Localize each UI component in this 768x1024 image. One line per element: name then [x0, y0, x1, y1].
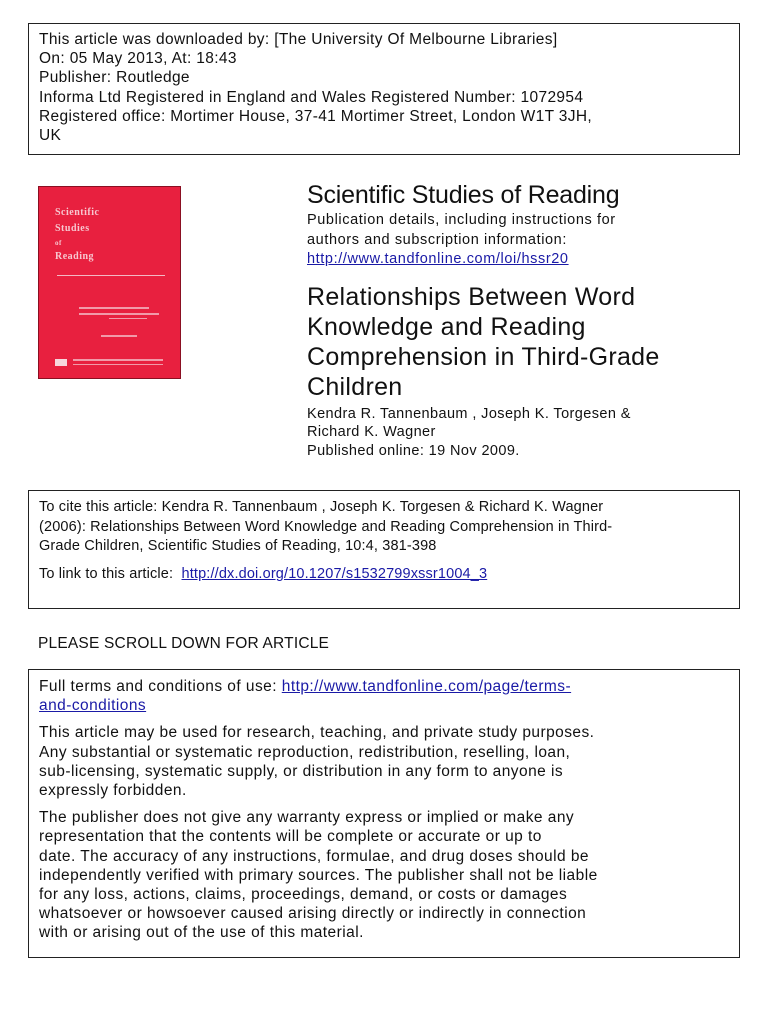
journal-info	[307, 180, 737, 460]
registered-office: Registered office: Mortimer House, 37-41 Mortimer Street, London W1T 3JH,	[39, 107, 593, 125]
download-date: On: 05 May 2013, At: 18:43	[39, 50, 237, 68]
usage-line: This article may be used for research, teaching, and private study purposes.	[39, 724, 595, 742]
article-title-line: Children	[307, 372, 403, 401]
cover-title-line: Scientific	[55, 207, 100, 218]
disclaimer-line: date. The accuracy of any instructions, formulae, and drug doses should be	[39, 847, 589, 865]
journal-description	[307, 211, 737, 270]
terms-url-link[interactable]: http://www.tandfonline.com/page/terms-	[281, 678, 572, 695]
cover-fine-print	[73, 359, 163, 361]
disclaimer-paragraph	[39, 808, 729, 942]
article-authors	[307, 405, 737, 461]
cover-fine-print	[101, 335, 137, 337]
published-date: Published online: 19 Nov 2009.	[307, 442, 520, 459]
cover-title-line: Reading	[55, 251, 95, 262]
journal-description-line: Publication details, including instructions for	[307, 212, 616, 228]
terms-box	[28, 669, 740, 958]
author-line: Richard K. Wagner	[307, 424, 436, 440]
terms-header	[39, 677, 729, 715]
download-notice-box	[28, 23, 740, 155]
terms-url-link-cont[interactable]: and-conditions	[39, 697, 147, 715]
article-title	[307, 282, 737, 402]
cover-title-line: of	[55, 239, 62, 247]
usage-line: sub-licensing, systematic supply, or distribution in any form to anyone is	[39, 762, 564, 780]
cover-title-line: Studies	[55, 223, 90, 234]
journal-description-line: authors and subscription information:	[307, 231, 567, 248]
article-title-line: Knowledge and Reading	[307, 312, 586, 341]
author-line: Kendra R. Tannenbaum , Joseph K. Torgesen &	[307, 405, 631, 422]
publisher-logo-icon	[55, 359, 67, 366]
journal-cover-image	[38, 186, 181, 379]
disclaimer-line: for any loss, actions, claims, proceedings, demand, or costs or damages	[39, 886, 568, 904]
journal-url-link[interactable]: http://www.tandfonline.com/loi/hssr20	[307, 251, 569, 267]
usage-line: Any substantial or systematic reproduction, redistribution, reselling, loan,	[39, 743, 571, 761]
cover-fine-print	[73, 364, 163, 365]
cover-fine-print	[79, 307, 149, 309]
scroll-notice: PLEASE SCROLL DOWN FOR ARTICLE	[38, 635, 330, 652]
article-link-label: To link to this article:	[39, 565, 174, 582]
cover-fine-print	[79, 313, 159, 315]
article-title-line: Relationships Between Word	[307, 282, 636, 311]
citation-box	[28, 490, 740, 609]
article-link-row	[39, 565, 729, 585]
doi-link[interactable]: http://dx.doi.org/10.1207/s1532799xssr1004_3	[181, 565, 488, 582]
publisher: Publisher: Routledge	[39, 69, 190, 87]
cover-rule	[57, 275, 165, 276]
registered-office-country: UK	[39, 127, 62, 145]
journal-title: Scientific Studies of Reading	[307, 181, 620, 209]
terms-label: Full terms and conditions of use:	[39, 678, 277, 695]
citation-line: To cite this article: Kendra R. Tannenbaum , Joseph K. Torgesen & Richard K. Wagner	[39, 499, 604, 515]
registration: Informa Ltd Registered in England and Wales Registered Number: 1072954	[39, 88, 584, 106]
disclaimer-line: The publisher does not give any warranty express or implied or make any	[39, 809, 575, 827]
disclaimer-line: whatsoever or howsoever caused arising directly or indirectly in connection	[39, 905, 587, 923]
disclaimer-line: with or arising out of the use of this material.	[39, 924, 364, 942]
cover-fine-print	[109, 318, 147, 319]
download-line: This article was downloaded by: [The University Of Melbourne Libraries]	[39, 31, 558, 48]
citation-line: Grade Children, Scientific Studies of Reading, 10:4, 381-398	[39, 538, 437, 554]
usage-paragraph	[39, 723, 729, 800]
disclaimer-line: representation that the contents will be complete or accurate or up to	[39, 828, 542, 846]
disclaimer-line: independently verified with primary sources. The publisher shall not be liable	[39, 866, 598, 884]
citation-line: (2006): Relationships Between Word Knowledge and Reading Comprehension in Third-	[39, 518, 613, 535]
article-title-line: Comprehension in Third-Grade	[307, 342, 660, 371]
usage-line: expressly forbidden.	[39, 782, 187, 800]
